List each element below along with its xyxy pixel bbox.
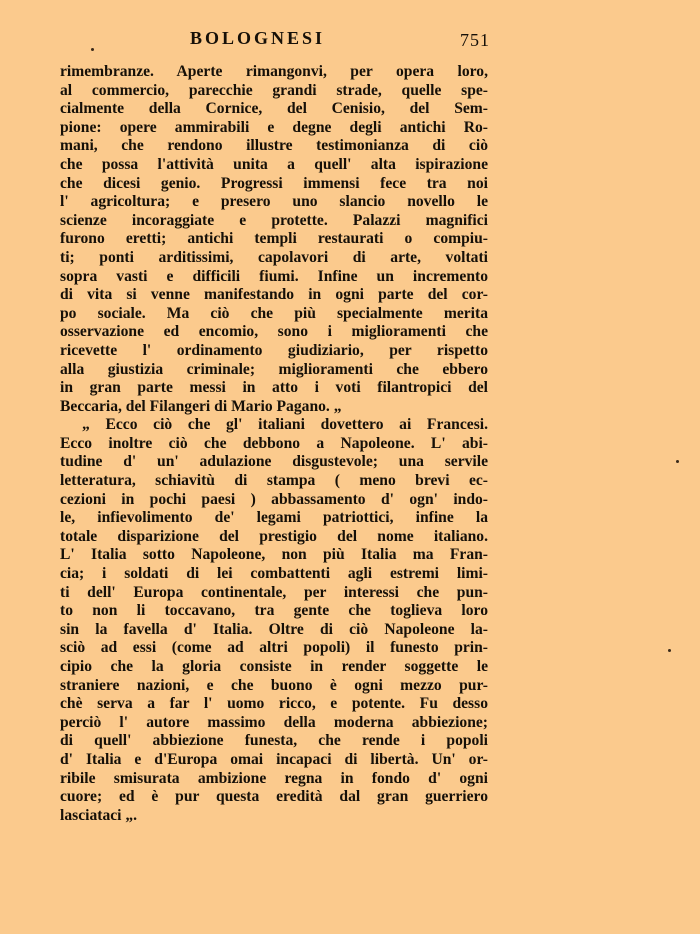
text-line: sin la favella d' Italia. Oltre di ciò Napoleone la- xyxy=(60,620,488,638)
text-line: osservazione ed encomio, sono i miglioramenti che xyxy=(60,323,488,341)
text-line: sciò ad essi (come ad altri popoli) il funesto prin- xyxy=(60,639,488,657)
text-line: sopra vasti e difficili fiumi. Infine un incremento xyxy=(60,267,488,285)
text-line: to non li toccavano, tra gente che toglieva loro xyxy=(60,602,488,620)
text-line: al commercio, parecchie grandi strade, quelle spe- xyxy=(60,81,488,99)
text-line: che possa l'attività unita a quell' alta ispirazione xyxy=(60,155,488,173)
text-line: „ Ecco ciò che gl' italiani dovettero ai Francesi. xyxy=(82,416,488,434)
text-line: ti; ponti arditissimi, capolavori di arte, voltati xyxy=(60,248,488,266)
print-speck xyxy=(91,48,94,51)
text-line: ribile smisurata ambizione regna in fondo d' ogni xyxy=(60,769,488,787)
text-line: furono eretti; antichi templi restaurati o compiu- xyxy=(60,230,488,248)
text-line: in gran parte messi in atto i voti filantropici del xyxy=(60,379,488,397)
text-line: chè serva a far l' uomo ricco, e potente. Fu desso xyxy=(60,695,488,713)
text-line: che dicesi genio. Progressi immensi fece tra noi xyxy=(60,174,488,192)
text-line: ricevette l' ordinamento giudiziario, per rispetto xyxy=(60,341,488,359)
text-line: cipio che la gloria consiste in render soggette le xyxy=(60,658,488,675)
running-title: BOLOGNESI xyxy=(190,28,326,48)
text-line: Beccaria, del Filangeri di Mario Pagano. „ xyxy=(60,397,342,415)
text-line: lasciataci „. xyxy=(60,806,138,824)
text-line: cia; i soldati di lei combattenti agli estremi limi- xyxy=(60,565,488,583)
text-line: po sociale. Ma ciò che più specialmente merita xyxy=(60,304,488,322)
text-line: tudine d' un' adulazione disgustevole; una servile xyxy=(60,453,488,471)
text-line: di quell' abbiezione funesta, che rende i popoli xyxy=(60,732,488,750)
text-line: cezioni in pochi paesi ) abbassamento d' ogn' indo- xyxy=(60,490,488,508)
text-line: d' Italia e d'Europa omai incapaci di libertà. Un' or- xyxy=(60,750,488,768)
text-line: mani, che rendono illustre testimonianza di ciò xyxy=(60,137,488,155)
body-text xyxy=(60,63,488,825)
text-line: l' agricoltura; e presero uno slancio novello le xyxy=(60,193,488,211)
text-line: alla giustizia criminale; miglioramenti che ebbero xyxy=(60,360,488,378)
text-line: ti dell' Europa continentale, per interessi che pun- xyxy=(60,583,488,601)
text-line: di vita si venne manifestando in ogni parte del cor- xyxy=(60,286,488,304)
running-head xyxy=(60,28,490,52)
text-line: cialmente della Cornice, del Cenisio, del Sem- xyxy=(60,100,488,118)
text-line: straniere nazioni, e che buono è ogni mezzo pur- xyxy=(60,676,488,694)
print-speck xyxy=(668,649,671,652)
text-line: pione: opere ammirabili e degne degli antichi Ro- xyxy=(60,118,488,136)
text-line: totale disparizione del prestigio del nome italiano. xyxy=(60,527,488,545)
page-number: 751 xyxy=(460,30,490,50)
text-line: rimembranze. Aperte rimangonvi, per opera loro, xyxy=(60,63,488,80)
text-line: letteratura, schiavitù di stampa ( meno brevi ec- xyxy=(60,472,488,490)
print-speck xyxy=(676,460,679,463)
text-line: cuore; ed è pur questa eredità dal gran guerriero xyxy=(60,788,488,806)
text-line: le, infievolimento de' legami patriottici, infine la xyxy=(60,509,488,527)
text-line: L' Italia sotto Napoleone, non più Italia ma Fran- xyxy=(60,546,488,564)
text-line: scienze incoraggiate e protette. Palazzi magnifici xyxy=(60,211,488,229)
text-line: Ecco inoltre ciò che debbono a Napoleone. L' abi- xyxy=(60,434,488,452)
text-line: perciò l' autore massimo della moderna abbiezione; xyxy=(60,713,488,731)
